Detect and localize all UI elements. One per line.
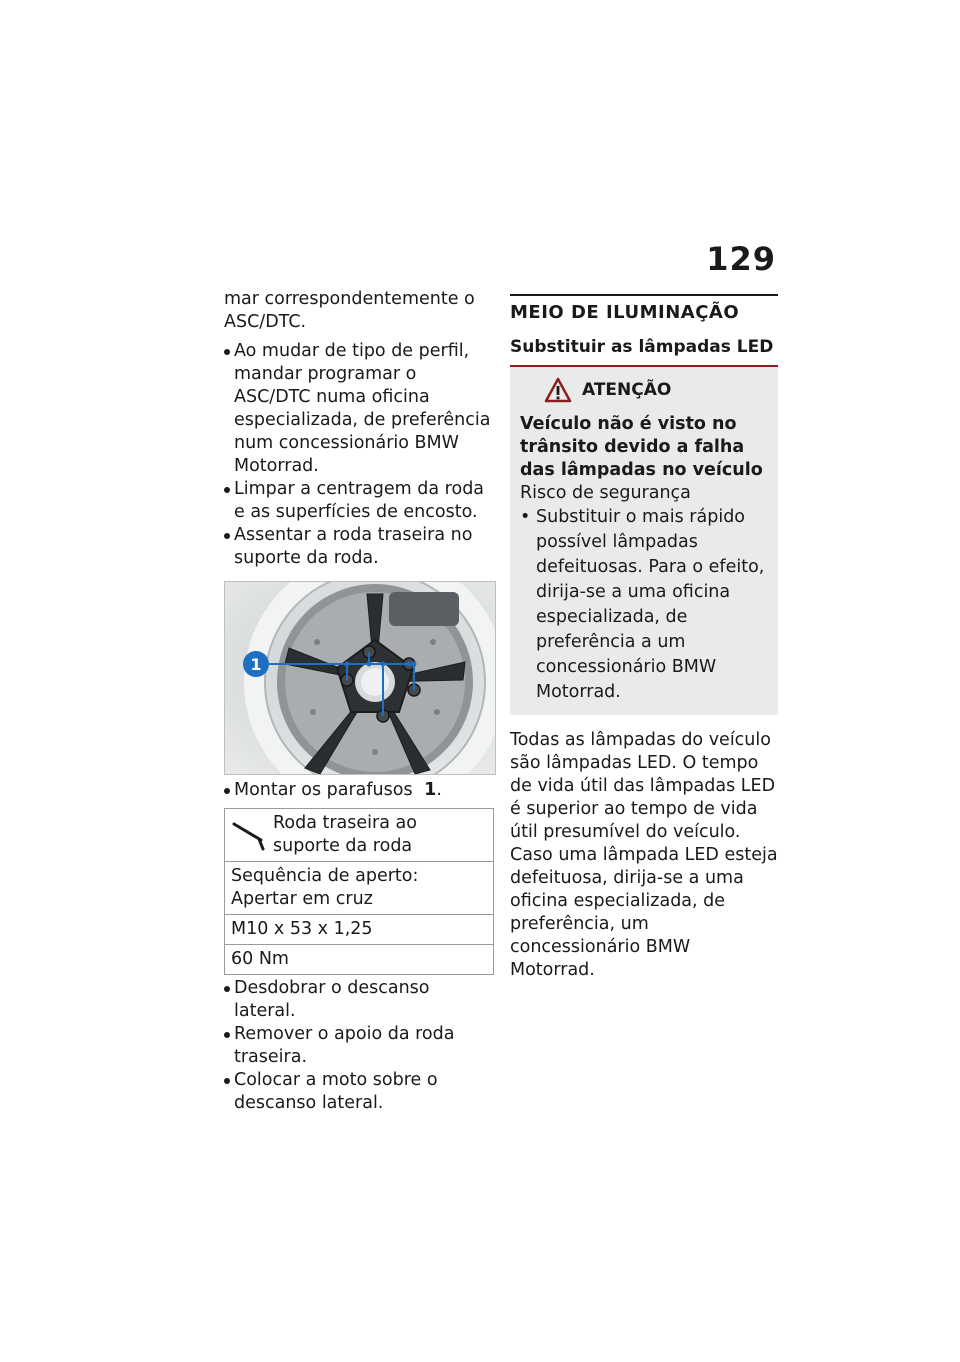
warning-risk: Risco de segurança — [520, 483, 691, 503]
intro-text: mar correspondentemente o ASC/DTC. — [224, 289, 475, 332]
torque-spec-table — [224, 808, 494, 975]
spec-row: M10 x 53 x 1,25 — [225, 915, 494, 945]
warning-header — [544, 377, 768, 403]
warning-triangle-icon — [544, 377, 572, 403]
list-item: Remover o apoio da roda traseira. — [224, 1023, 494, 1069]
page-number: 129 — [706, 240, 776, 278]
list-item: Desdobrar o descanso lateral. — [224, 977, 494, 1023]
wheel-hub-figure — [224, 581, 496, 775]
mount-bullet-end: . — [436, 780, 442, 800]
list-item: • Substituir o mais rápido possível lâmpadas defeituosas. Para o efeito, dirija-se a uma oficina especializada, de preferência a um concessionário BMW Motorrad. — [520, 505, 768, 705]
spec-row: Sequência de aperto: Apertar em cruz — [225, 862, 494, 915]
mount-bullet-list — [224, 779, 494, 802]
body-text: Todas as lâmpadas do veículo são lâmpadas LED. O tempo de vida útil das lâmpadas LED é superior ao tempo de vida útil presumível do veículo. Caso uma lâmpada LED esteja defeituosa, dirija-se a uma oficina especializada, de preferência, um concessionário BMW Motorrad. — [510, 730, 778, 980]
warning-label: ATENÇÃO — [582, 380, 672, 400]
left-column — [224, 288, 494, 1115]
bullet-list-a — [224, 340, 494, 570]
bullet-list-b — [224, 977, 494, 1115]
wheel-hub-illustration — [225, 582, 495, 774]
warning-headline: Veículo não é visto no trânsito devido a falha das lâmpadas no veículo — [520, 414, 763, 480]
list-item — [224, 779, 494, 802]
warning-box — [510, 365, 778, 715]
spec-title: Roda traseira ao suporte da roda — [273, 813, 417, 856]
list-item: Limpar a centragem da roda e as superfícies de encosto. — [224, 478, 494, 524]
mount-bullet-ref: 1 — [424, 780, 437, 800]
torque-wrench-icon — [231, 816, 267, 852]
list-item: Ao mudar de tipo de perfil, mandar programar o ASC/DTC numa oficina especializada, de preferência num concessionário BMW Motorrad. — [224, 340, 494, 478]
mount-bullet-text: Montar os parafusos — [234, 780, 413, 800]
right-column — [510, 294, 778, 1000]
section-title: MEIO DE ILUMINAÇÃO — [510, 294, 778, 323]
subsection-title: Substituir as lâmpadas LED — [510, 337, 774, 357]
list-item: Assentar a roda traseira no suporte da roda. — [224, 524, 494, 570]
spec-row: 60 Nm — [225, 945, 494, 975]
list-item: Colocar a moto sobre o descanso lateral. — [224, 1069, 494, 1115]
callout-label: 1 — [250, 655, 262, 674]
warning-list — [520, 505, 768, 705]
